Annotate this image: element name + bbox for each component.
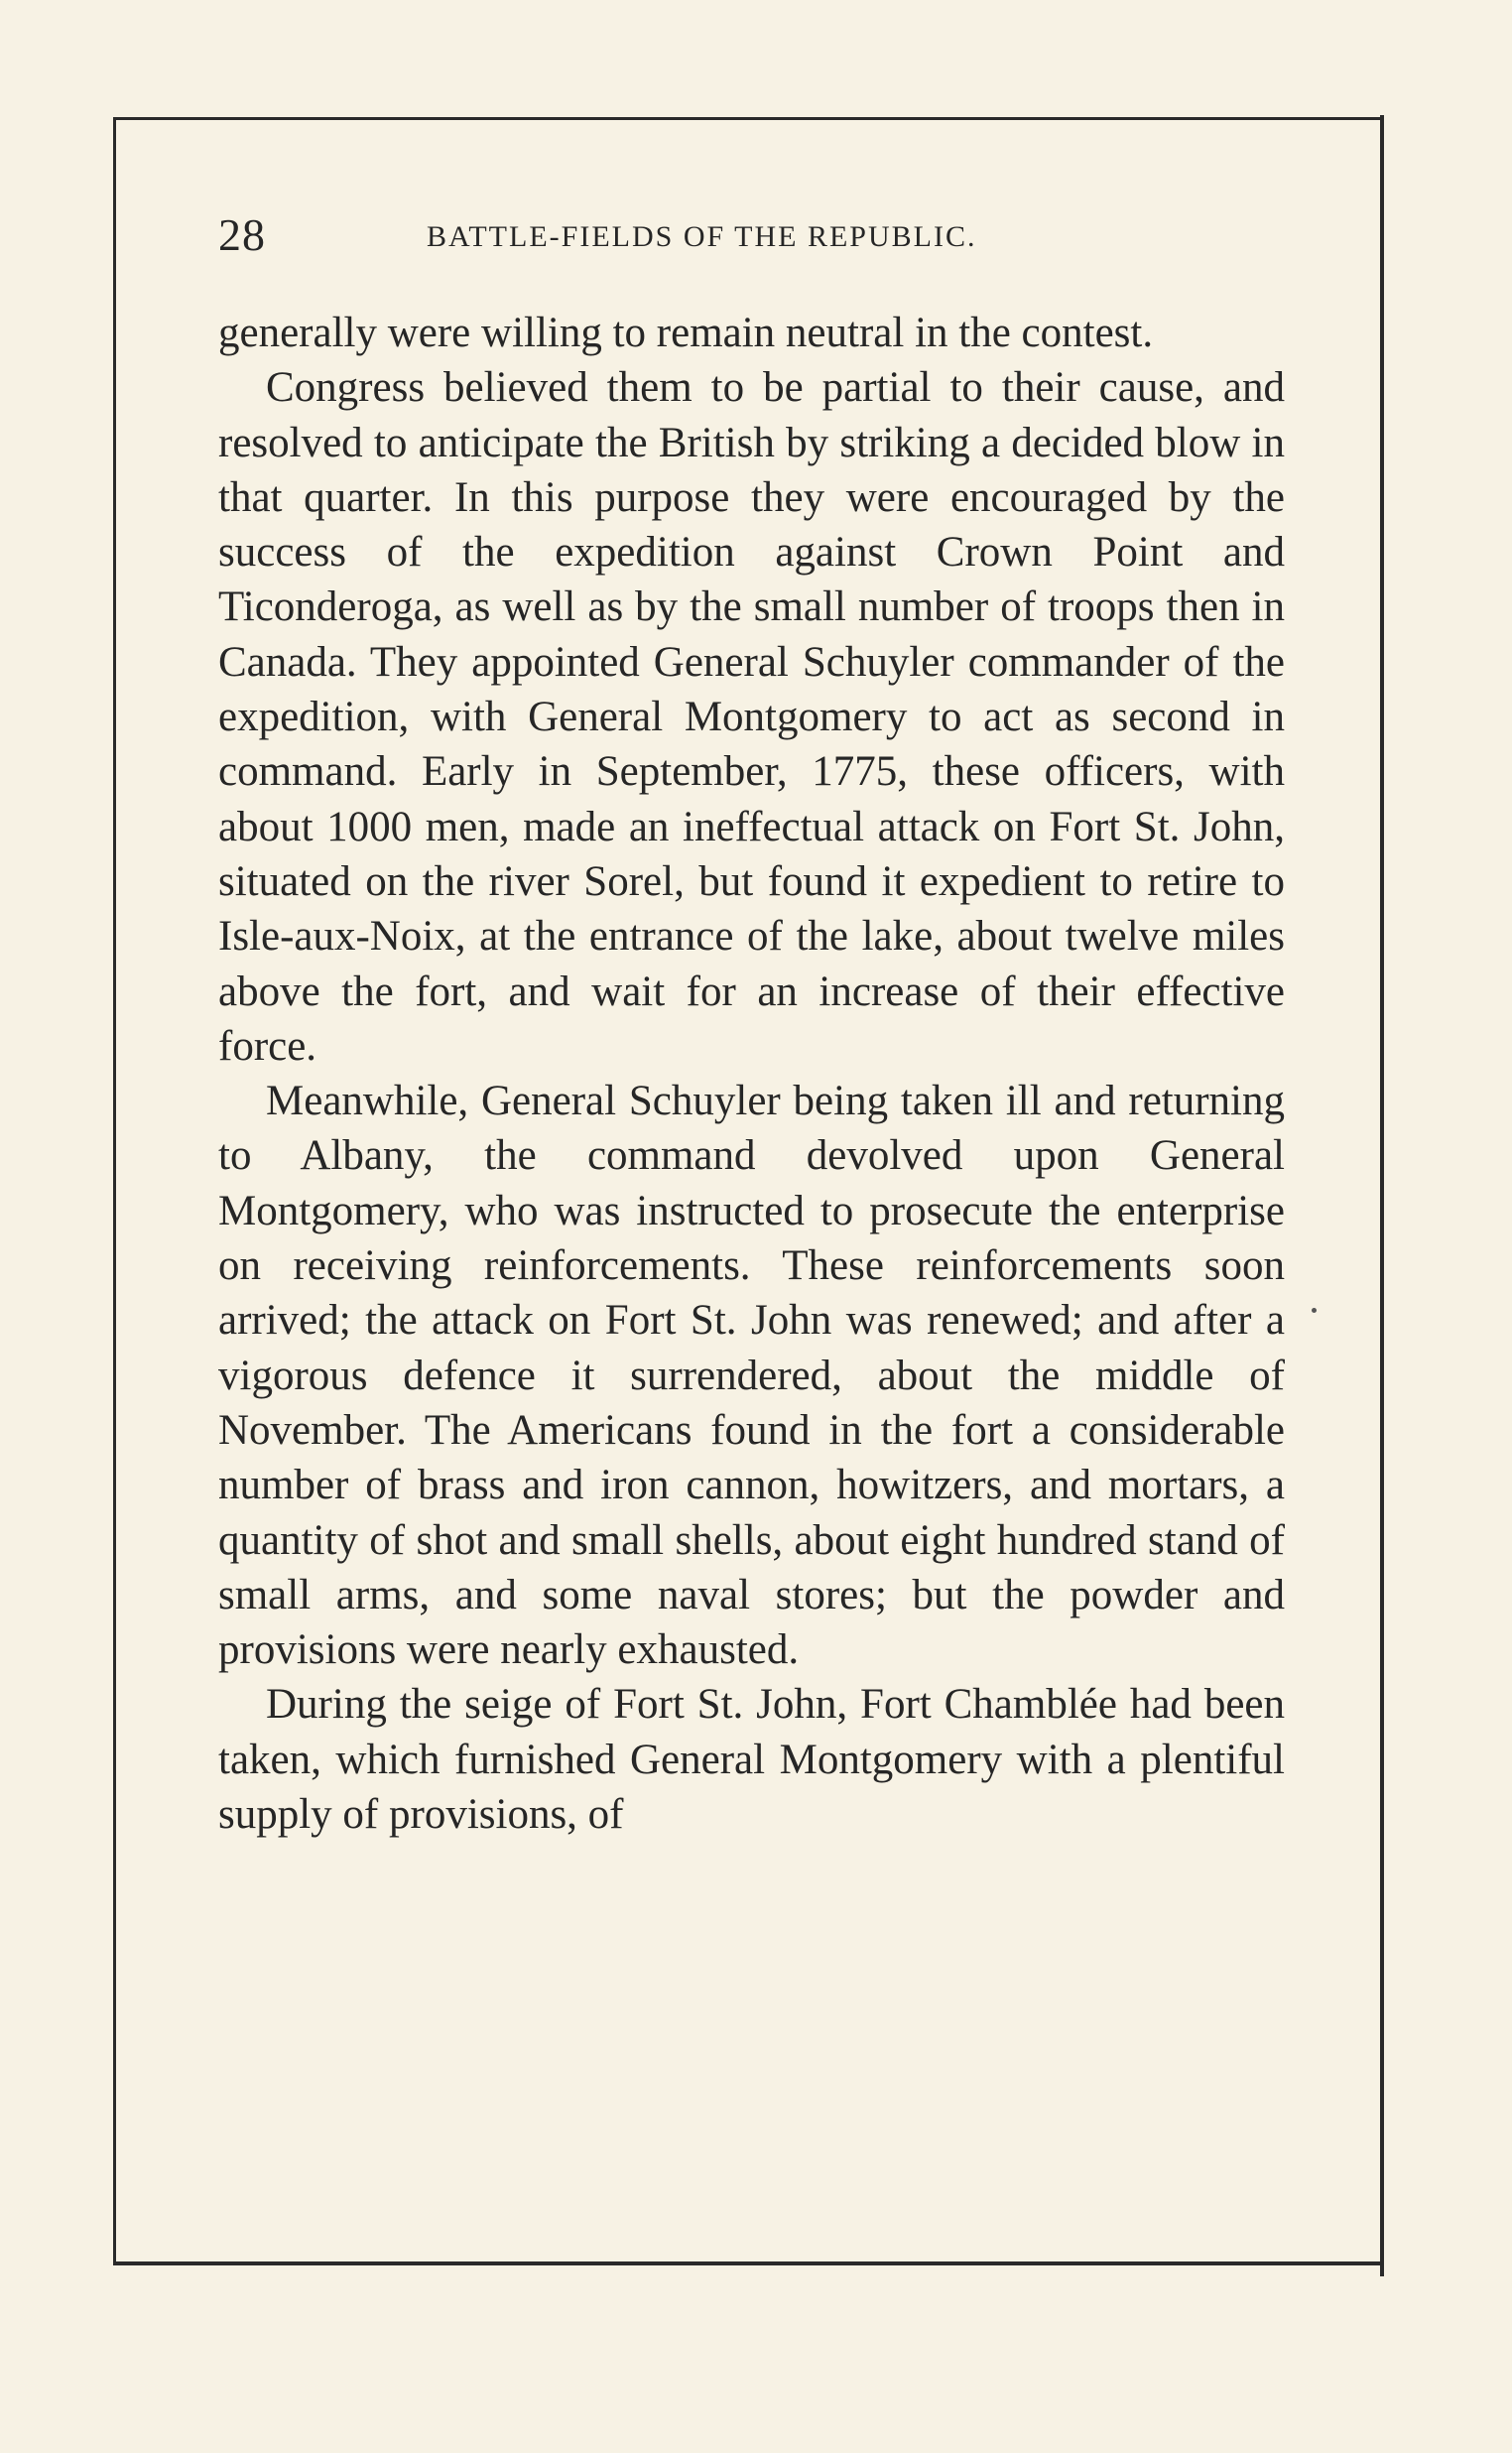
body-text bbox=[218, 306, 1285, 1842]
page-number: 28 bbox=[218, 209, 266, 260]
page-border-bottom-rule bbox=[113, 2261, 1384, 2264]
page-header bbox=[218, 208, 1300, 268]
paragraph: Meanwhile, General Schuyler being taken ill and returning to Albany, the command devolved upon General Montgomery, who was instructed to prosecute the enterprise on receiving reinforcements. These reinforcements soon arrived; the attack on Fort St. John was renewed; and after a vigorous defence it surrendered, about the middle of November. The Americans found in the fort a considerable number of brass and iron cannon, howitzers, and mortars, a quantity of shot and small shells, about eight hundred stand of small arms, and some naval stores; but the powder and provisions were nearly exhausted. bbox=[218, 1078, 1285, 1674]
paragraph-continued: generally were willing to remain neutral in the contest. bbox=[218, 310, 1154, 356]
page-border-right-rule bbox=[1380, 115, 1384, 2276]
paragraph: Congress believed them to be partial to their cause, and resolved to anticipate the British by striking a decided blow in that quarter. In this purpose they were encouraged by the success of the expedition against Crown Point and Ticonderoga, as well as by the small number of troops then in Canada. They appointed General Schuyler commander of the expedition, with General Montgomery to act as second in command. Early in September, 1775, these officers, with about 1000 men, made an ineffectual attack on Fort St. John, situated on the river Sorel, but found it expedient to retire to Isle-aux-Noix, at the entrance of the lake, about twelve miles above the fort, and wait for an increase of their effective force. bbox=[218, 364, 1285, 1070]
running-head: BATTLE-FIELDS OF THE REPUBLIC. bbox=[427, 220, 977, 253]
print-speck bbox=[1312, 1308, 1317, 1313]
paragraph: During the seige of Fort St. John, Fort Chamblée had been taken, which furnished General Montgomery with a plentiful supply of provisions, of bbox=[218, 1681, 1285, 1839]
